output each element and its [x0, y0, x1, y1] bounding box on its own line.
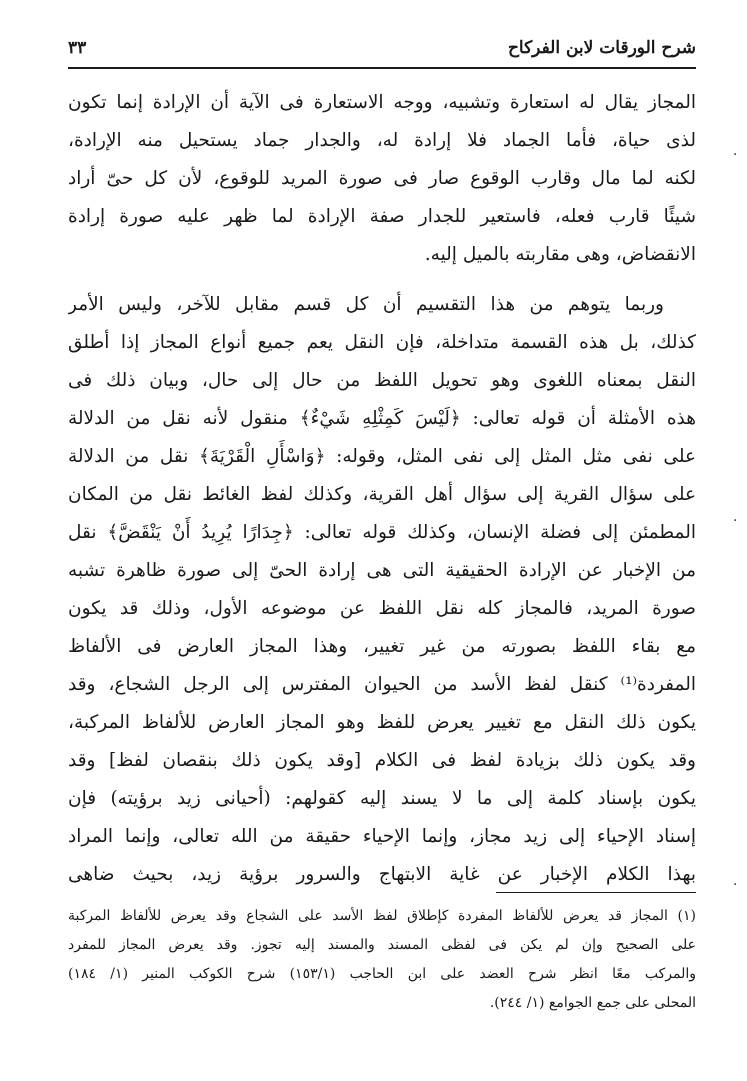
- text-line: المطمئن إلى فضلة الإنسان، وكذلك قوله تعالى: ﴿جِدَارًا يُرِيدُ أَنْ يَنْقَضَّ﴾ نقل: [68, 522, 696, 543]
- text-line: الانقضاض، وهى مقاربته بالميل إليه.: [424, 244, 696, 265]
- text-line: إسناد الإحياء إلى زيد مجاز، وإنما الإحياء حقيقة من الله تعالى، وإنما المراد: [68, 826, 696, 847]
- footnote-separator: [496, 892, 696, 893]
- running-header: [68, 34, 696, 64]
- footnote-line: المحلى على جمع الجوامع (١/ ٢٤٤).: [489, 995, 696, 1011]
- main-text: [68, 84, 696, 894]
- text-line: المفردة⁽¹⁾ كنقل لفظ الأسد من الحيوان المفترس إلى الرجل الشجاع، وقد: [68, 674, 696, 695]
- text-line: على نفى مثل المثل إلى نفى المثل، وقوله: ﴿وَاسْأَلِ الْقَرْيَةَ﴾ نقل من الدلالة: [68, 446, 696, 467]
- text-line: لكنه لما مال وقارب الوقوع صار فى صورة المريد للوقوع، لأن كل حىّ أراد: [68, 168, 696, 189]
- text-line: من الإخبار عن الإرادة الحقيقية التى هى إرادة الحىّ إلى صورة ظاهرة تشبه: [68, 560, 696, 581]
- paragraph-gap: [68, 274, 696, 286]
- margin-mark: ·: [733, 513, 738, 529]
- text-line: كذلك، بل هذه القسمة متداخلة، فإن النقل يعم جميع أنواع المجاز إذا أطلق: [68, 332, 696, 353]
- text-line: هذه الأمثلة أن قوله تعالى: ﴿لَيْسَ كَمِثْلِهِ شَيْءٌ﴾ منقول لأنه نقل من الدلالة: [68, 408, 696, 429]
- text-line: يكون بإسناد كلمة إلى ما لا يسند إليه كقولهم: (أحيانى زيد برؤيته) فإن: [68, 788, 696, 809]
- book-title: شرح الورقات لابن الفركاح: [507, 38, 696, 58]
- text-line: صورة المريد، فالمجاز كله نقل اللفظ عن موضوعه الأول، وذلك قد يكون: [68, 598, 696, 619]
- text-line: لذى حياة، فأما الجماد فلا إرادة له، والجدار جماد يستحيل منه الإرادة،: [68, 130, 696, 151]
- footnote-line: والمركب معًا انظر شرح العضد على ابن الحاجب (١٥٣/١) شرح الكوكب المنير (١/ ١٨٤): [68, 966, 696, 982]
- margin-mark: ·: [733, 877, 738, 893]
- text-line: وقد يكون ذلك بزيادة لفظ فى الكلام [وقد يكون ذلك بنقصان لفظ] وقد: [68, 750, 696, 771]
- header-rule: [68, 67, 696, 69]
- text-line: يكون ذلك النقل مع تغيير يعرض للفظ وهو المجاز العارض للألفاظ المركبة،: [68, 712, 696, 733]
- margin-mark: ·: [733, 147, 738, 163]
- text-line: على سؤال القرية إلى سؤال أهل القرية، وكذلك لفظ الغائط نقل من المكان: [68, 484, 696, 505]
- text-line: النقل بمعناه اللغوى وهو تحويل اللفظ من حال إلى حال، وبيان ذلك فى: [68, 370, 696, 391]
- footnote-line: على الصحيح وإن لم يكن فى لفظى المسند والمسند إليه تجوز. وقد يعرض المجاز للمفرد: [68, 937, 696, 953]
- footnote-line: (١) المجاز قد يعرض للألفاظ المفردة كإطلاق لفظ الأسد على الشجاع وقد يعرض للألفاظ المركبة: [68, 908, 696, 924]
- text-line: المجاز يقال له استعارة وتشبيه، ووجه الاستعارة فى الآية أن الإرادة إنما تكون: [68, 92, 696, 113]
- page-number: ٣٣: [68, 38, 87, 58]
- text-line: شيئًا قارب فعله، فاستعير للجدار صفة الإرادة لما ظهر عليه صورة إرادة: [68, 206, 696, 227]
- text-line: مع بقاء اللفظ بصورته من غير تغيير، وهذا المجاز العارض فى الألفاظ: [68, 636, 696, 657]
- text-line: وربما يتوهم من هذا التقسيم أن كل قسم مقابل للآخر، وليس الأمر: [68, 294, 664, 315]
- footnotes: [68, 902, 696, 1018]
- text-line: بهذا الكلام الإخبار عن غاية الابتهاج والسرور برؤية زيد، بحيث ضاهى: [68, 864, 696, 885]
